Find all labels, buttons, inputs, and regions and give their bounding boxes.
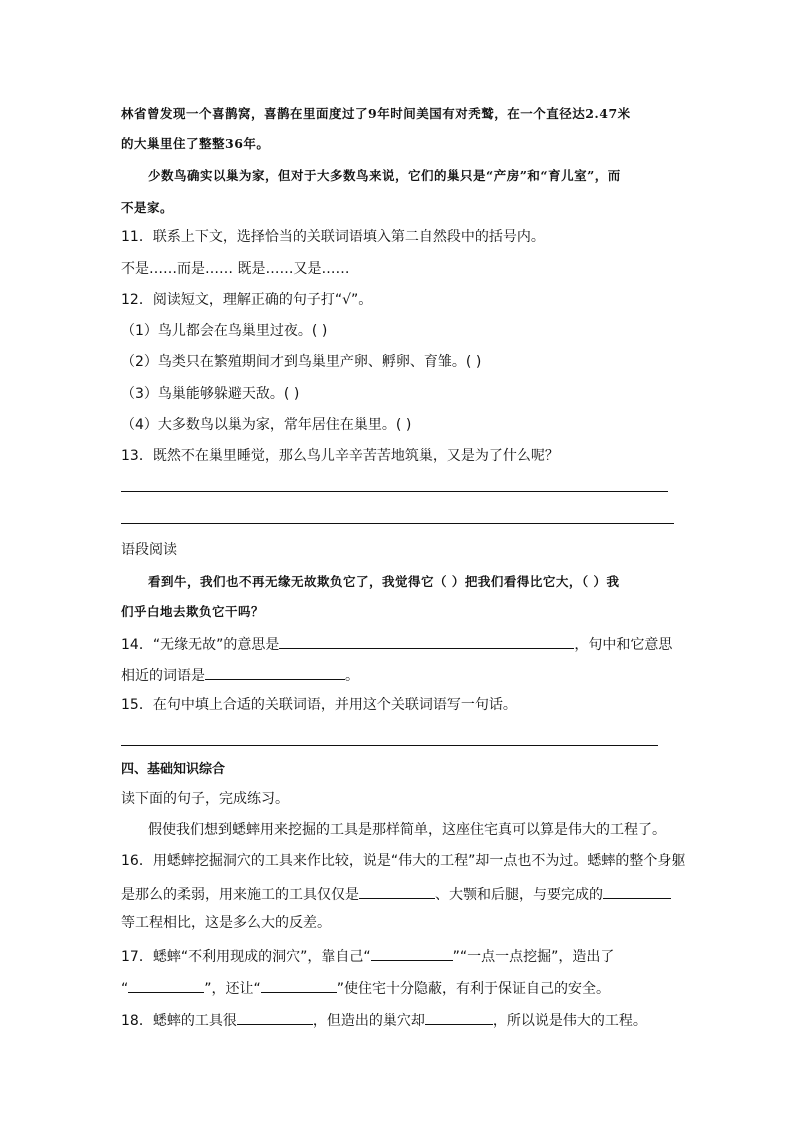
blank-18b[interactable] (425, 1008, 493, 1025)
q14-part1: 14．“无缘无故”的意思是 (121, 637, 280, 653)
q17-line2b: ”，还让“ (204, 981, 261, 997)
q16-line2b: 、大颚和后腿，与要完成的 (435, 887, 603, 903)
section-4-sentence: 假使我们想到蟋蟀用来挖掘的工具是那样简单，这座住宅真可以算是伟大的工程了。 (148, 822, 666, 838)
q16-line2a: 是那么的柔弱，用来施工的工具仅仅是 (121, 887, 359, 903)
question-16-line-1: 16．用蟋蟀挖掘洞穴的工具来作比较，说是“伟大的工程”却一点也不为过。蟋蟀的整个身躯 (121, 853, 686, 869)
answer-line-13b[interactable] (121, 523, 674, 524)
q17-line1b: ”“一点一点挖掘”，造出了 (452, 949, 615, 965)
question-11-options: 不是……而是…… 既是……又是…… (121, 261, 350, 277)
blank-17b[interactable] (128, 976, 204, 993)
q17-line1a: 17．蟋蟀“不利用现成的洞穴”，靠自己“ (121, 949, 371, 965)
question-12-item-3: （3）鸟巢能够躲避天敌。( ) (121, 386, 300, 402)
q18-part3: ，所以说是伟大的工程。 (492, 1013, 647, 1029)
question-12-item-1: （1）鸟儿都会在鸟巢里过夜。( ) (121, 323, 328, 339)
blank-18a[interactable] (237, 1008, 313, 1025)
question-17-line-1 (121, 944, 614, 967)
q14-part4: 。 (345, 668, 359, 684)
question-12-item-2: （2）鸟类只在繁殖期间才到鸟巢里产卵、孵卵、育雏。( ) (121, 354, 482, 370)
section-4-instruction: 读下面的句子，完成练习。 (121, 791, 289, 807)
q18-part2: ，但造出的巢穴却 (312, 1013, 425, 1029)
section-reading-title: 语段阅读 (121, 542, 177, 558)
question-18 (121, 1008, 647, 1031)
question-14-line-2 (121, 663, 359, 686)
passage-line-2: 的大巢里住了整整36年。 (121, 136, 270, 151)
q17-line2c: ”使住宅十分隐蔽，有利于保证自己的安全。 (336, 981, 611, 997)
passage-line-3: 少数鸟确实以巢为家，但对于大多数鸟来说，它们的巢只是“产房”和“育儿室”，而 (148, 168, 621, 183)
q14-part2: ，句中和它意思 (574, 637, 673, 653)
blank-14b[interactable] (205, 663, 345, 680)
question-13: 13．既然不在巢里睡觉，那么鸟儿辛辛苦苦地筑巢，又是为了什么呢？ (121, 448, 559, 464)
question-17-line-2 (121, 976, 610, 999)
reading-passage-line-2: 们乎白地去欺负它干吗？ (121, 604, 265, 619)
q17-line2a: “ (121, 981, 129, 997)
q18-part1: 18．蟋蟀的工具很 (121, 1013, 237, 1029)
question-12-item-4: （4）大多数鸟以巢为家，常年居住在巢里。( ) (121, 417, 412, 433)
passage-line-1: 林省曾发现一个喜鹊窝，喜鹊在里面度过了9年时间美国有对秃鹫，在一个直径达2.47米 (121, 106, 631, 121)
question-16-line-2 (121, 882, 671, 905)
reading-passage-line-1: 看到牛，我们也不再无缘无故欺负它了，我觉得它（ ）把我们看得比它大，（ ）我 (148, 574, 620, 589)
question-15: 15．在句中填上合适的关联词语，并用这个关联词语写一句话。 (121, 697, 517, 713)
answer-line-15[interactable] (121, 745, 658, 746)
passage-line-4: 不是家。 (121, 200, 174, 215)
q14-part3: 相近的词语是 (121, 668, 205, 684)
blank-16a[interactable] (359, 882, 435, 899)
blank-17a[interactable] (371, 944, 453, 961)
question-16-line-3: 等工程相比，这是多么大的反差。 (121, 915, 331, 931)
question-12: 12．阅读短文，理解正确的句子打“√”。 (121, 292, 373, 308)
question-11: 11．联系上下文，选择恰当的关联词语填入第二自然段中的括号内。 (121, 229, 545, 245)
blank-14a[interactable] (279, 632, 574, 649)
section-4-title: 四、基础知识综合 (121, 762, 226, 777)
question-14-line-1 (121, 632, 672, 655)
blank-17c[interactable] (261, 976, 337, 993)
blank-16b[interactable] (603, 882, 671, 899)
answer-line-13a[interactable] (121, 491, 668, 492)
